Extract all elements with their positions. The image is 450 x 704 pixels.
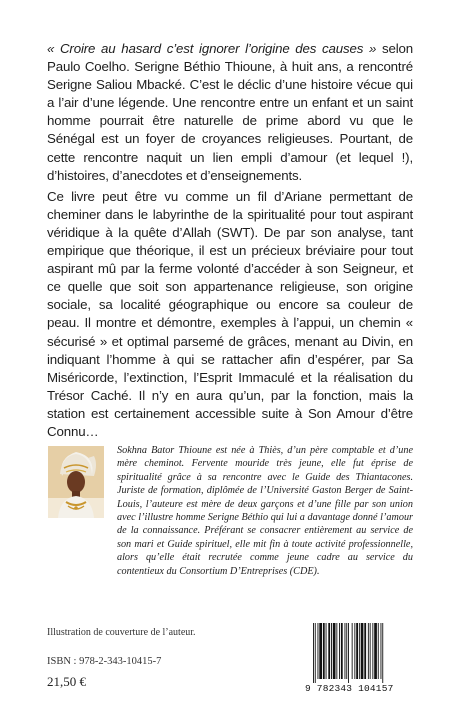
barcode-digits: 9 782343 104157 [305,683,394,694]
synopsis-paragraph-2: Ce livre peut être vu comme un fil d’Ariane permettant de cheminer dans le labyrinthe de la spiritualité pour tout aspirant véridique à la quête d’Allah (SWT). De par son analyse, tant empirique que théorique, il est un précieux bréviaire pour tout aspirant mû par la ferme volonté d’accéder à son Seigneur, et ce quelle que soit son appartenance religieuse, son origine sociale, sa localité géographique ou encore sa couleur de peau. Il montre et démontre, exemples à l’appui, un chemin « sécurisé » et optimal parsemé de grâces, menant au Divin, en indiquant l’homme à qui se rattacher afin d’espérer, par Sa Miséricorde, l’extinction, l’Esprit Immaculé et la réalisation du Trésor Caché. Il n’y en aura qu’un, par la fonction, mais la station est certainement accessible suite à Son Amour d’être Connu… [47,188,413,439]
author-section [0,440,450,620]
barcode-bars-icon [313,623,409,683]
coelho-quote: « Croire au hasard c’est ignorer l’origine des causes » [47,41,377,56]
isbn: ISBN : 978-2-343-10415-7 [47,656,162,667]
author-photo [48,446,104,518]
cover-illustration-credit: Illustration de couverture de l’auteur. [47,627,196,638]
author-biography: Sokhna Bator Thioune est née à Thiès, d’un père comptable et d’une mère cheminot. Fervente mouride très jeune, elle fut éprise de spiritualité grâce à sa rencontre avec le Guide des Thiantacones. Juriste de formation, diplômée de l’Université Gaston Berger de Saint-Louis, l’auteure est mère de deux garçons et d’une fille par son union avec l’illustre homme Serigne Béthio qui lui a davantage donné l’amour de la connaissance. Préférant se consacrer entièrement au service de son mari et Guide spirituel, elle mit fin à toute activité professionnelle, alors qu’elle était recrutée comme jeune cadre au service du contentieux du Consortium D’Entreprises (CDE). [117,445,413,577]
price: 21,50 € [47,674,86,689]
author-portrait-icon [48,446,104,518]
barcode [303,619,415,699]
back-cover-synopsis [47,40,413,441]
synopsis-paragraph-1 [47,40,413,185]
synopsis-paragraph-1-text: selon Paulo Coelho. Serigne Béthio Thioune, à huit ans, a rencontré Serigne Saliou Mbacké. C’est le déclic d’une histoire vécue qui a l’air d’une légende. Une rencontre entre un enfant et un saint homme pourrait être naturelle de prime abord vu que le Sénégal est un foyer de croyances religieuses. Pourtant, de cette rencontre naquit un lien empli d’amour (et lequel !), d’histoires, d’anecdotes et d’enseignements. [47,41,413,183]
